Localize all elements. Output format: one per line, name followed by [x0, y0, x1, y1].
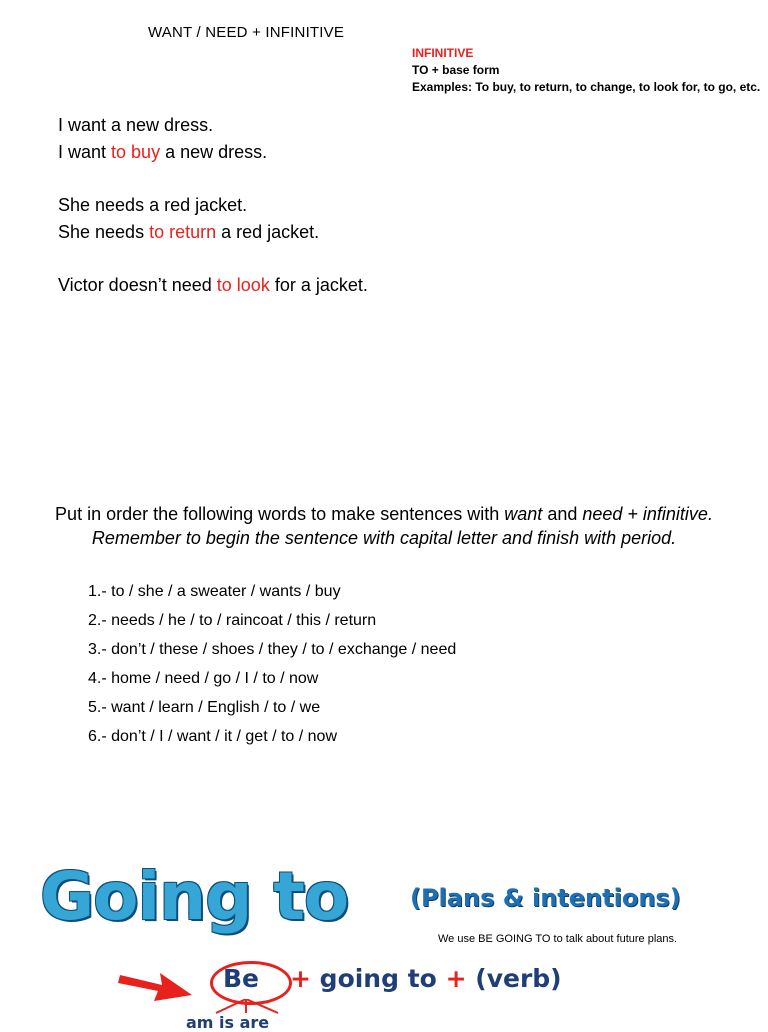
- instruction-line-1: Put in order the following words to make sentences with want and need + infinitive.: [55, 504, 713, 524]
- infinitive-heading: INFINITIVE: [412, 46, 474, 60]
- formula-rest: [290, 964, 562, 993]
- infinitive-examples: Examples: To buy, to return, to change, to look for, to go, etc.: [412, 80, 761, 94]
- example-sentence: I want to buy a new dress.: [58, 142, 268, 162]
- example-sentence: She needs a red jacket.: [58, 195, 248, 215]
- infinitive-highlight: to return: [149, 222, 217, 242]
- infinitive-info-box: [412, 45, 762, 96]
- infinitive-rule: TO + base form: [412, 63, 500, 77]
- example-sentence: Victor doesn’t need to look for a jacket.: [58, 275, 368, 295]
- plans-subtitle: (Plans & intentions): [410, 884, 681, 912]
- formula-verb: (verb): [475, 964, 562, 993]
- exercise-item: 2.- needs / he / to / raincoat / this / return: [88, 612, 377, 629]
- example-sentence: I want a new dress.: [58, 115, 214, 135]
- exercise-item: 4.- home / need / go / I / to / now: [88, 670, 319, 687]
- infinitive-highlight: to buy: [111, 142, 161, 162]
- formula-going: going: [319, 964, 400, 993]
- formula-to: to: [407, 964, 437, 993]
- exercise-item: 3.- don’t / these / shoes / they / to / exchange / need: [88, 641, 457, 658]
- formula-plus: +: [445, 964, 467, 993]
- going-to-note: We use BE GOING TO to talk about future plans.: [438, 933, 678, 945]
- infinitive-highlight: to look: [216, 275, 270, 295]
- exercise-instructions: [0, 502, 768, 550]
- going-to-formula: [118, 953, 768, 1032]
- going-to-banner: [40, 858, 349, 935]
- exercise-item: 6.- don’t / I / want / it / get / to / now: [88, 728, 338, 745]
- formula-be: Be: [223, 964, 260, 993]
- exercise-item: 1.- to / she / a sweater / wants / buy: [88, 583, 341, 600]
- arrow-right-icon: [118, 965, 194, 1005]
- example-sentence: She needs to return a red jacket.: [58, 222, 320, 242]
- example-sentences: [58, 112, 368, 299]
- formula-plus: +: [290, 964, 311, 993]
- page-title: WANT / NEED + INFINITIVE: [148, 24, 345, 41]
- instruction-line-2: Remember to begin the sentence with capital letter and finish with period.: [91, 528, 677, 548]
- exercise-item: 5.- want / learn / English / to / we: [88, 699, 321, 716]
- be-forms: am is are: [186, 1013, 270, 1032]
- going-to-title: Going to: [40, 858, 349, 935]
- exercise-list: [88, 577, 456, 751]
